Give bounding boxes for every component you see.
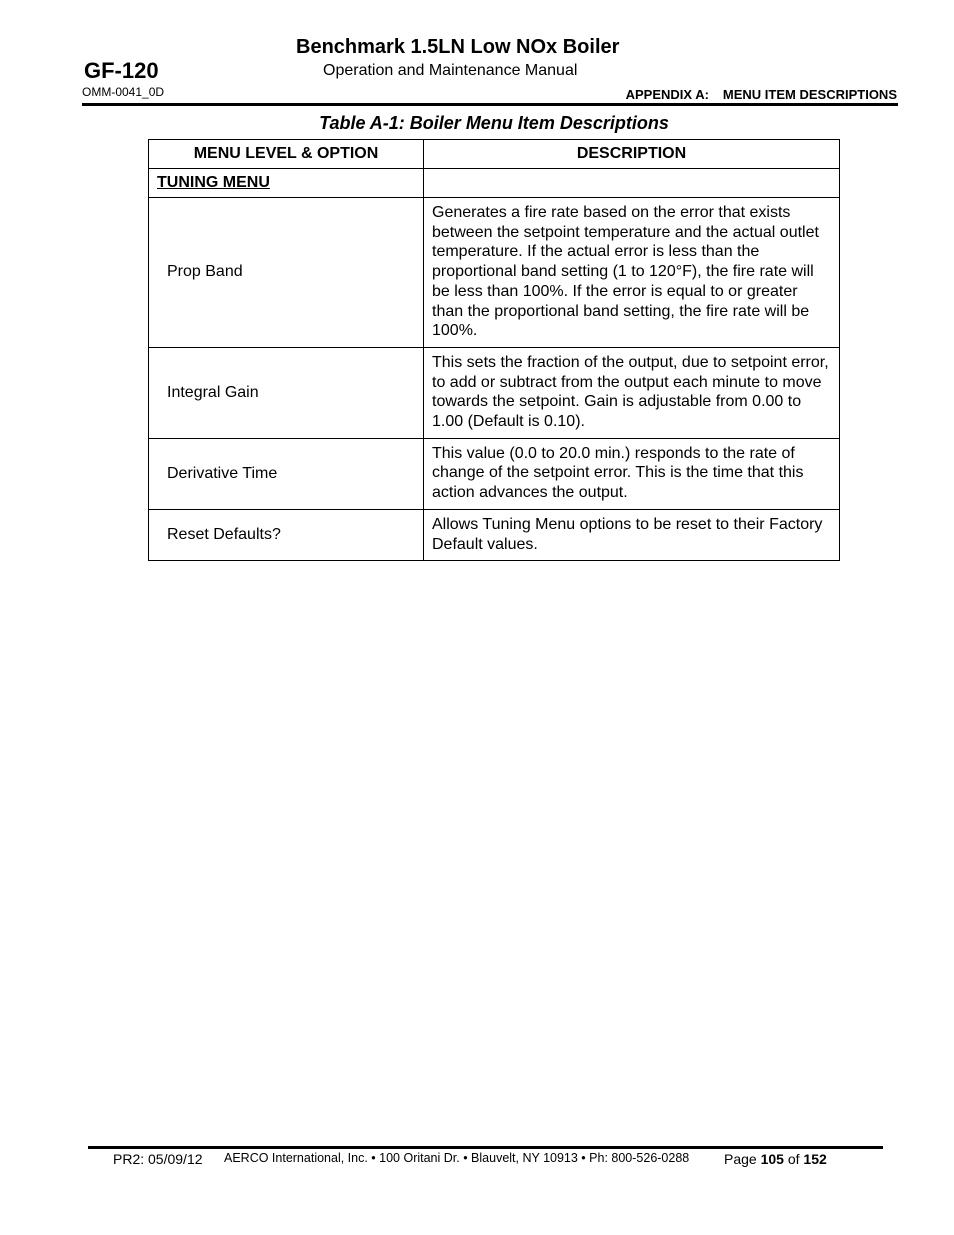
revision-date: PR2: 05/09/12 — [113, 1151, 203, 1167]
option-description: This value (0.0 to 20.0 min.) responds to the rate of change of the setpoint error. This is the time that this action advances the output. — [424, 438, 840, 509]
section-title-tuning-menu: TUNING MENU — [149, 169, 424, 198]
table-row — [149, 438, 840, 509]
appendix-label: APPENDIX A: — [625, 87, 709, 102]
table-section-row — [149, 169, 840, 198]
table-row — [149, 347, 840, 438]
document-title: Benchmark 1.5LN Low NOx Boiler — [296, 36, 620, 58]
column-header-description: DESCRIPTION — [424, 140, 840, 169]
table-row — [149, 198, 840, 348]
page-label: Page — [724, 1151, 757, 1167]
appendix-heading — [626, 87, 897, 102]
table-row — [149, 509, 840, 560]
page-current: 105 — [760, 1151, 784, 1167]
option-name: Prop Band — [149, 198, 424, 348]
option-name: Reset Defaults? — [149, 509, 424, 560]
header-rule — [82, 103, 898, 106]
page-number — [724, 1151, 827, 1167]
appendix-title: MENU ITEM DESCRIPTIONS — [722, 87, 897, 102]
menu-description-table — [148, 139, 840, 561]
option-name: Derivative Time — [149, 438, 424, 509]
table-caption: Table A-1: Boiler Menu Item Descriptions — [319, 113, 669, 133]
section-empty-cell — [424, 169, 840, 198]
page-total: 152 — [803, 1151, 827, 1167]
model-name: GF-120 — [84, 58, 159, 83]
option-description: Allows Tuning Menu options to be reset to their Factory Default values. — [424, 509, 840, 560]
option-description: This sets the fraction of the output, due to setpoint error, to add or subtract from the output each minute to move towards the setpoint. Gain is adjustable from 0.00 to 1.00 (Default is 0.10). — [424, 347, 840, 438]
company-address: AERCO International, Inc. • 100 Oritani Dr. • Blauvelt, NY 10913 • Ph: 800-526-0288 — [224, 1151, 690, 1165]
footer-rule — [88, 1146, 883, 1149]
option-description: Generates a fire rate based on the error that exists between the setpoint temperature and the actual outlet temperature. If the actual error is less than the proportional band setting (1 to 120°F), the fire rate will be less than 100%. If the error is equal to or greater than the proportional band setting, the fire rate will be 100%. — [424, 198, 840, 348]
column-header-menu-level: MENU LEVEL & OPTION — [149, 140, 424, 169]
document-number: OMM-0041_0D — [82, 85, 165, 99]
table-header-row — [149, 140, 840, 169]
option-name: Integral Gain — [149, 347, 424, 438]
page-of-label: of — [787, 1151, 800, 1167]
document-subtitle: Operation and Maintenance Manual — [323, 62, 578, 79]
